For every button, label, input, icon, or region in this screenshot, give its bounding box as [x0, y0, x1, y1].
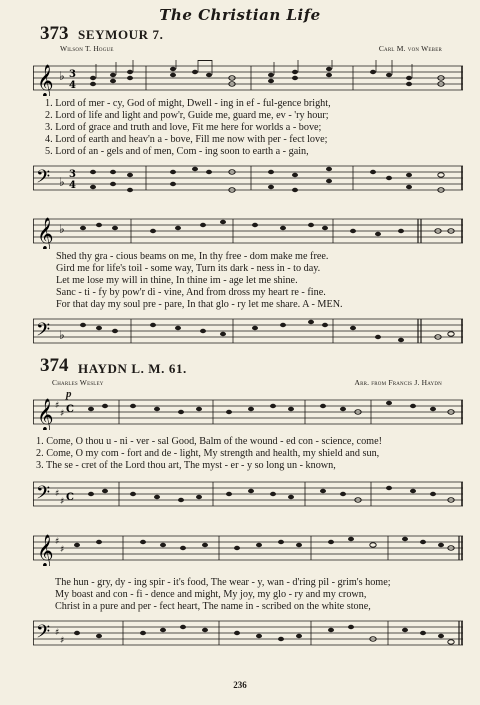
svg-text:♯: ♯: [55, 489, 60, 499]
staff-bass: [33, 160, 463, 200]
hymn-374-s2-verse-2: My boast and con - fi - dence and might, My joy, my glo - ry and my crown,: [55, 589, 367, 600]
staff-bass: [33, 313, 463, 353]
dynamic-marking: p: [66, 388, 72, 400]
svg-text:♯: ♯: [60, 545, 65, 555]
staff-lines-374-2b: [33, 615, 463, 655]
svg-text:𝄞: 𝄞: [37, 64, 54, 96]
svg-text:♭: ♭: [59, 69, 65, 83]
hymn-374-s1-verse-3: 3. The se - cret of the Lord thou art, The myst - er - y so long un - known,: [36, 460, 336, 471]
hymn-374-s2-verse-1: The hun - gry, dy - ing spir - it's food, The wear - y, wan - d'ring pil - grim's home;: [55, 577, 391, 588]
staff-treble: [33, 60, 463, 96]
hymn-374-s1-verse-2: 2. Come, O my com - fort and de - light, My strength and health, my shield and sun,: [36, 448, 380, 459]
svg-text:♭: ♭: [59, 222, 65, 236]
svg-text:4: 4: [69, 180, 76, 191]
hymn-373-s2-verse-1: Shed thy gra - cious beams on me, In thy free - dom make me free.: [56, 251, 329, 262]
svg-text:𝄞: 𝄞: [37, 217, 54, 249]
hymn-373-s2-verse-4: Sanc - ti - fy by pow'r di - vine, And from dross my heart re - fine.: [56, 287, 326, 298]
svg-text:𝄢: 𝄢: [36, 167, 51, 192]
svg-text:𝄢: 𝄢: [36, 320, 51, 345]
staff-lines-374-1b: [33, 476, 463, 516]
svg-text:𝄢: 𝄢: [36, 622, 51, 647]
staff-lines-373-1b: [33, 160, 463, 200]
hymn-373-composer: Carl M. von Weber: [378, 44, 442, 53]
hymn-373-number: 373: [40, 23, 69, 44]
page-number: 236: [233, 680, 247, 690]
svg-text:𝄢: 𝄢: [36, 483, 51, 508]
hymn-373-s1-verse-4: 4. Lord of earth and heav'n a - bove, Fill me now with per - fect love;: [45, 134, 328, 145]
page-header: The Christian Life: [159, 6, 321, 24]
staff-lines-373-1t: [33, 60, 463, 96]
hymn-374-tune: HAYDN L. M. 61.: [78, 361, 187, 376]
svg-text:𝄞: 𝄞: [37, 398, 54, 430]
staff-lines-374-1t: [33, 394, 463, 430]
staff-bass: [33, 615, 463, 655]
staff-treble: [33, 530, 463, 566]
hymn-374-s2-verse-3: Christ in a pure and per - fect heart, The name in - scribed on the white stone,: [55, 601, 371, 612]
hymn-373-s1-verse-2: 2. Lord of life and light and pow'r, Guide me, guard me, ev - 'ry hour;: [45, 110, 329, 121]
svg-text:♯: ♯: [55, 401, 60, 411]
svg-text:♯: ♯: [55, 628, 60, 638]
hymn-374-number: 374: [40, 355, 69, 376]
svg-text:♯: ♯: [60, 636, 65, 646]
svg-text:3: 3: [69, 169, 76, 180]
hymn-373-s1-verse-1: 1. Lord of mer - cy, God of might, Dwell - ing in ef - ful-gence bright,: [45, 98, 331, 109]
staff-lines-373-2t: [33, 213, 463, 249]
svg-text:C: C: [66, 404, 74, 415]
hymn-373-s1-verse-5: 5. Lord of an - gels and of men, Com - ing soon to earth a - gain,: [45, 146, 309, 157]
svg-text:♭: ♭: [59, 175, 65, 189]
svg-text:4: 4: [69, 80, 76, 91]
hymn-373-s1-verse-3: 3. Lord of grace and truth and love, Fit me here for worlds a - bove;: [45, 122, 322, 133]
hymn-373-s2-verse-5: For that day my soul pre - pare, In that glo - ry let me share. A - MEN.: [56, 299, 343, 310]
staff-bass: [33, 476, 463, 516]
hymn-374-author: Charles Wesley: [52, 378, 104, 387]
hymn-373-s2-verse-2: Gird me for life's toil - some way, Turn its dark - ness in - to day.: [56, 263, 321, 274]
hymn-373-s2-verse-3: Let me lose my will in thine, In thine im - age let me shine.: [56, 275, 298, 286]
svg-text:♯: ♯: [60, 497, 65, 507]
hymn-373-tune: SEYMOUR 7.: [78, 27, 164, 42]
staff-treble: [33, 394, 463, 430]
hymn-374-composer: Arr. from Francis J. Haydn: [354, 378, 442, 387]
svg-text:𝄞: 𝄞: [37, 534, 54, 566]
svg-text:♯: ♯: [60, 409, 65, 419]
svg-text:♯: ♯: [55, 537, 60, 547]
hymn-374-s1-verse-1: 1. Come, O thou u - ni - ver - sal Good, Balm of the wound - ed con - science, come!: [36, 436, 383, 447]
staff-lines-374-2t: [33, 530, 463, 566]
staff-lines-373-2b: [33, 313, 463, 353]
hymn-373-author: Wilson T. Hogue: [60, 44, 114, 53]
svg-text:3: 3: [69, 69, 76, 80]
svg-text:C: C: [66, 492, 74, 503]
svg-text:♭: ♭: [59, 328, 65, 342]
staff-treble: [33, 213, 463, 249]
